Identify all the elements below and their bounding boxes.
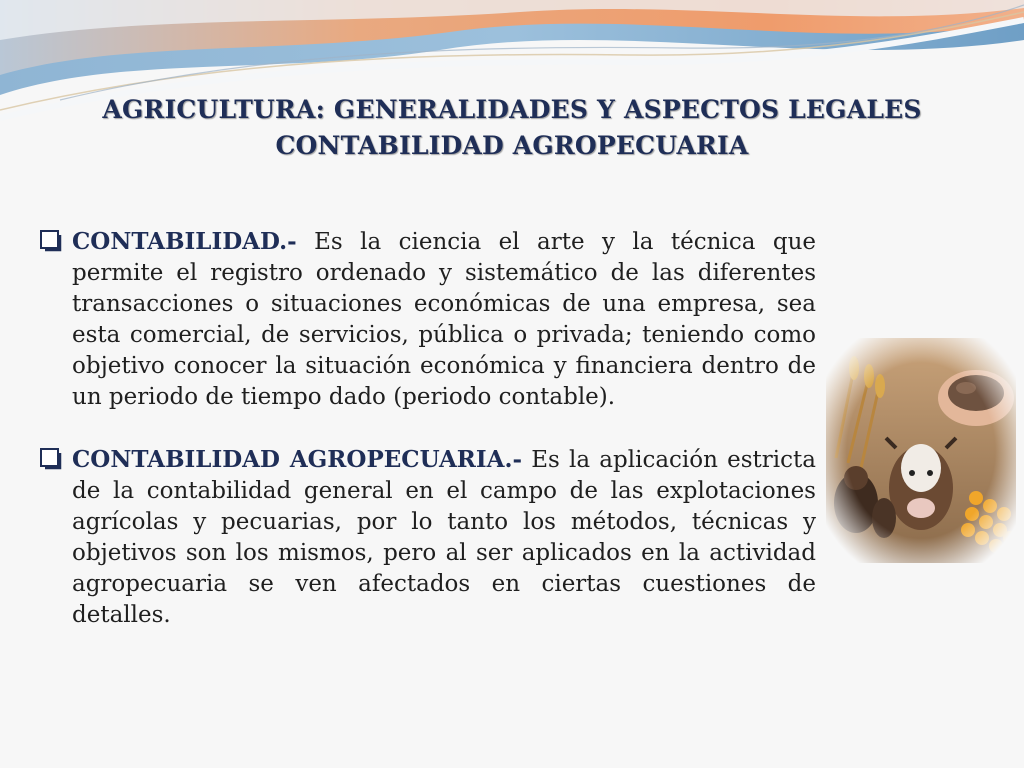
bullet-text: Es la aplicación estricta de la contabilidad general en el campo de las explotaciones agrícolas y pecuarias, por lo tanto los métodos, técnicas y objetivos son los mismos, pero al ser aplicados en la actividad agropecuaria se ven afectados en ciertas cuestiones de detalles. <box>72 447 816 628</box>
agriculture-collage-image <box>826 338 1016 563</box>
checkbox-square-icon <box>40 448 62 470</box>
checkbox-square-icon <box>40 230 62 252</box>
bullet-term: CONTABILIDAD AGROPECUARIA.- <box>72 446 523 473</box>
title-line-1: AGRICULTURA: GENERALIDADES Y ASPECTOS LEGALES <box>102 95 922 124</box>
bullet-term: CONTABILIDAD.- <box>72 228 297 255</box>
slide-content <box>40 226 816 662</box>
bullet-contabilidad-agropecuaria <box>40 444 816 631</box>
bullet-contabilidad <box>40 226 816 413</box>
slide-title <box>0 92 1024 164</box>
bullet-text: Es la ciencia el arte y la técnica que permite el registro ordenado y sistemático de las diferentes transacciones o situaciones económicas de una empresa, sea esta comercial, de servicios, pública o privada; teniendo como objetivo conocer la situación económica y financiera dentro de un periodo de tiempo dado (periodo contable). <box>72 229 816 410</box>
title-line-2: CONTABILIDAD AGROPECUARIA <box>275 131 749 160</box>
